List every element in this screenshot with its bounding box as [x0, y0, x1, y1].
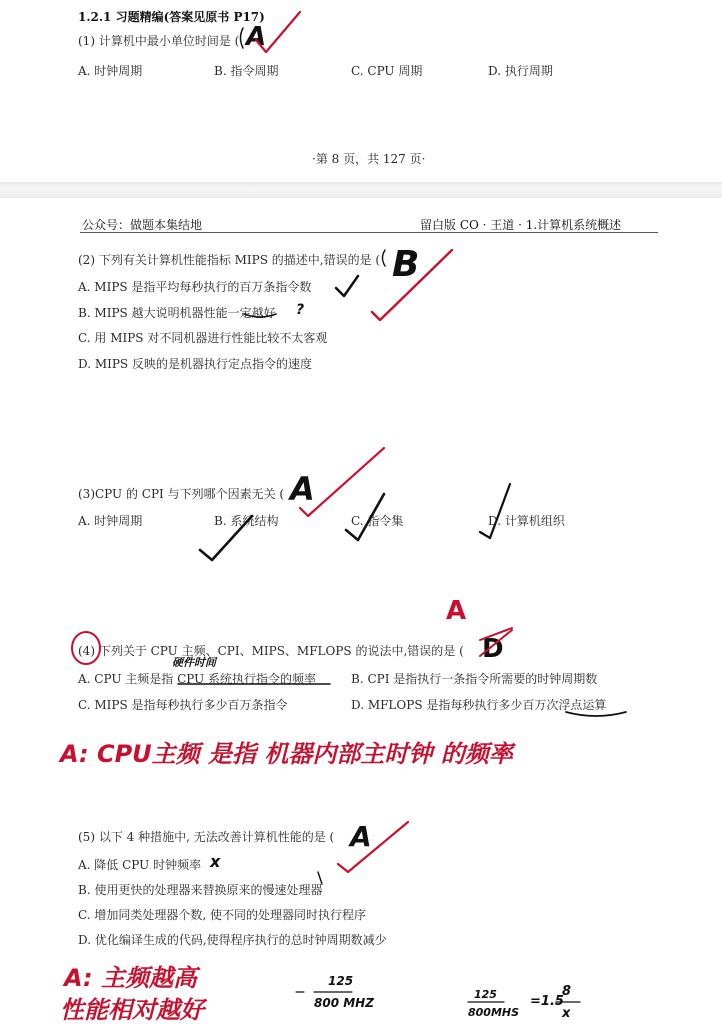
calc2-den: 800MHS [468, 1006, 520, 1019]
q5-hand-answer: A [350, 820, 372, 853]
q5-option-b: B. 使用更快的处理器来替换原来的慢速处理器 [78, 883, 323, 897]
q1-stem: (1) 计算机中最小单位时间是 ( [78, 34, 240, 48]
q2-option-c: C. 用 MIPS 对不同机器进行性能比较不太客观 [78, 331, 328, 345]
q1-option-c: C. CPU 周期 [351, 64, 423, 78]
q4-d-underline [566, 712, 626, 716]
q5-answer-check [338, 822, 408, 872]
q1-hand-answer: A [246, 22, 267, 52]
q2-option-d: D. MIPS 反映的是机器执行定点指令的速度 [78, 357, 312, 371]
q3-hand-answer: A [290, 470, 315, 508]
q2-question-mark: ? [296, 302, 305, 318]
q2-hand-answer: B [392, 244, 420, 285]
q1-paren-mark [241, 28, 244, 48]
q5-option-c: C. 增加同类处理器个数, 使不同的处理器同时执行程序 [78, 908, 367, 922]
section-title: 1.2.1 习题精编(答案见原书 P17) [78, 10, 265, 24]
q3-d-check [480, 484, 510, 538]
q5-stem: (5) 以下 4 种措施中, 无法改善计算机性能的是 ( [78, 830, 335, 844]
q2-b-check [372, 250, 452, 320]
q4-hand-answer: A [446, 596, 467, 626]
q3-option-a: A. 时钟周期 [78, 514, 143, 528]
q4-hand-note: A: CPU主频 是指 机器内部主时钟 的频率 [60, 740, 513, 768]
q4-option-a: A. CPU 主频是指 CPU 系统执行指令的频率 [78, 672, 317, 686]
q4-option-b: B. CPI 是指执行一条指令所需要的时钟周期数 [351, 672, 598, 686]
q4-stem: (4) 下列关于 CPU 主频、CPI、MIPS、MFLOPS 的说法中,错误的是 ( [78, 644, 464, 658]
q5-hand-note-1: A: 主频越高 [64, 964, 197, 992]
calc3-den: x [562, 1006, 571, 1021]
q1-option-a: A. 时钟周期 [78, 64, 143, 78]
q5-option-d: D. 优化编译生成的代码,使得程序执行的总时钟周期数减少 [78, 933, 387, 947]
q3-option-c: C. 指令集 [351, 514, 404, 528]
q2-a-check [336, 276, 358, 296]
q4-option-c: C. MIPS 是指每秒执行多少百万条指令 [78, 698, 288, 712]
q5-hand-x: x [210, 852, 221, 871]
q3-answer-check [300, 448, 384, 516]
q4-hand-note-small: 硬件时间 [172, 656, 216, 669]
q1-check-mark [256, 12, 300, 52]
q3-c-check [346, 494, 384, 540]
q4-hand-crossed: D [482, 634, 504, 664]
header-left: 公众号：做题本集结地 [82, 218, 203, 232]
q5-tick-mark [318, 872, 322, 884]
q3-b-check [200, 516, 252, 560]
q2-option-a: A. MIPS 是指平均每秒执行的百万条指令数 [78, 280, 312, 294]
calc1-num: 125 [328, 974, 354, 988]
header-right: 留白版 CO · 王道 · 1.计算机系统概述 [420, 218, 622, 232]
page-footer: ·第 8 页，共 127 页· [312, 152, 426, 166]
q3-option-d: D. 计算机组织 [488, 514, 565, 528]
q2-underline [244, 314, 276, 317]
q5-hand-note-2: 性能相对越好 [60, 996, 204, 1024]
q2-stem: (2) 下列有关计算机性能指标 MIPS 的描述中,错误的是 ( [78, 253, 381, 267]
q2-paren-mark [383, 250, 386, 266]
calc3-num: 8 [562, 984, 572, 999]
q3-stem: (3)CPU 的 CPI 与下列哪个因素无关 ( [78, 487, 285, 501]
calc1-den: 800 MHZ [314, 996, 374, 1010]
q2-option-b: B. MIPS 越大说明机器性能一定越好 [78, 306, 276, 320]
q5-option-a: A. 降低 CPU 时钟频率 [78, 858, 202, 872]
q1-option-d: D. 执行周期 [488, 64, 553, 78]
calc3: =1.5 [530, 994, 564, 1009]
calc2-num: 125 [474, 988, 497, 1001]
q3-option-b: B. 系统结构 [214, 514, 279, 528]
q1-option-b: B. 指令周期 [214, 64, 279, 78]
q4-circle-mark [72, 632, 100, 664]
q4-option-d: D. MFLOPS 是指每秒执行多少百万次浮点运算 [351, 698, 607, 712]
q4-cross-mark [480, 628, 512, 656]
